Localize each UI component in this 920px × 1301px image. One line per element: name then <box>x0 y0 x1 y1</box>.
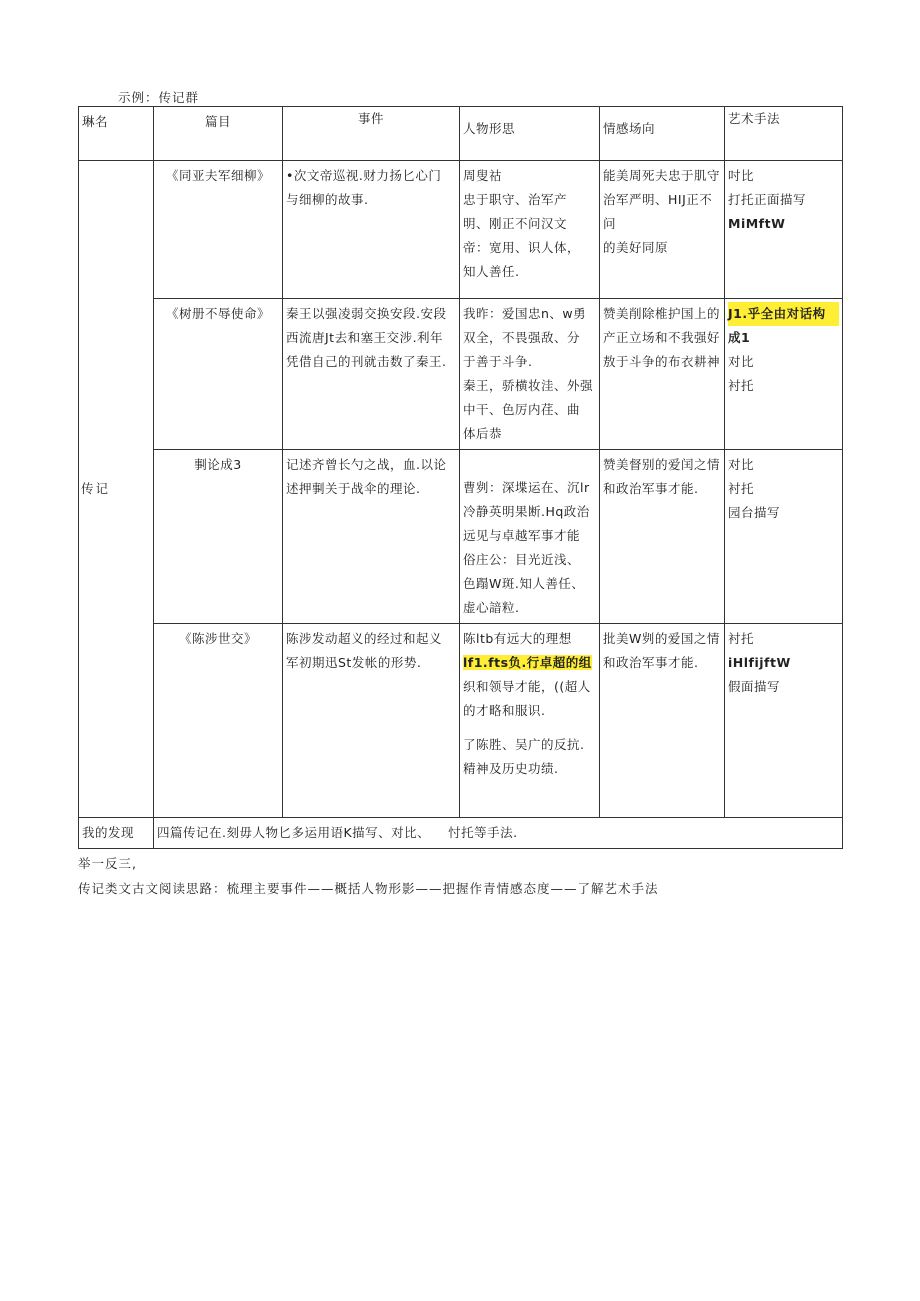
discovery-row <box>79 818 843 849</box>
header-event: 事件 <box>283 107 460 161</box>
table-row <box>79 299 843 450</box>
row-character: 我昨：爱国忠n、w勇 双全，不畏强敌、分 于善于斗争. 秦王，骄横妆洼、外强 中干、色厉内荏、曲 体后恭 <box>460 299 600 450</box>
footer-reading-approach: 传记类文古文阅读思路：梳理主要事件——概括人物形影——把握作青情感态度——了解艺术手法 <box>78 881 659 896</box>
row-emotion: 批美W刿的爱国之情 和政治军事才能. <box>600 624 725 818</box>
row-emotion: 赞美削除椎护国上的 产正立场和不我强好 敖于斗争的布衣耕神 <box>600 299 725 450</box>
table-row <box>79 624 843 818</box>
table-row <box>79 161 843 299</box>
highlighted-text: lf1.fts负.行卓超的组 <box>463 655 592 670</box>
row-art: 对比 衬托 园台描写 <box>725 450 843 624</box>
row-event: 记述齐曾长勺之战，血.以论 述押剚关于战伞的理论. <box>283 450 460 624</box>
category-label: 传记 <box>79 161 154 818</box>
highlighted-text: J1.乎全由对话构 <box>728 302 839 326</box>
row-title: 《树册不辱使命》 <box>154 299 283 450</box>
header-art: 艺术手法 <box>725 107 843 161</box>
row-emotion: 赞美督别的爱闰之情 和政治军事才能. <box>600 450 725 624</box>
header-character: 人物形思 <box>460 107 600 161</box>
row-art: 衬托 iHlfijftW 假面描写 <box>725 624 843 818</box>
row-event: 陈涉发动超义的经过和起义 军初期迅St发帐的形势. <box>283 624 460 818</box>
discovery-text: 四篇传记在.刻毋人物匕多运用语K描写、对比、 忖托等手法. <box>154 818 843 849</box>
header-emotion: 情感场向 <box>600 107 725 161</box>
row-event: 秦王以强凌弱交换安段.安段 西流唐Jt去和塞王交涉.利年 凭借自己的刊就击数了秦王. <box>283 299 460 450</box>
row-character: 周叟祜 忠于职守、治军产 明、刚正不问汉文 帝：宽用、识人体， 知人善任. <box>460 161 600 299</box>
row-title: 剚论成3 <box>154 450 283 624</box>
row-character: 曹刿：深堞运在、沉lr 冷静英明果断.Hq政治 远见与卓越军事才能 俗庄公：目光近浅、 色蹋W斑.知人善任、 虚心諳粒. <box>460 450 600 624</box>
row-title: 《陈涉世交》 <box>154 624 283 818</box>
table-row <box>79 450 843 624</box>
header-category: 琳名 <box>79 107 154 161</box>
row-title: 《同亚夫军细柳》 <box>154 161 283 299</box>
summary-table <box>78 106 843 849</box>
header-row <box>79 107 843 161</box>
row-character: 陈ltb有远大的理想 lf1.fts负.行卓超的组 织和领导才能，((超人 的才略和服识. 了陈胜、吴广的反抗. 精神及历史功绩. <box>460 624 600 818</box>
row-art: J1.乎全由对话构 成1 对比 衬托 <box>725 299 843 450</box>
footer-heading: 举一反三, <box>78 856 137 871</box>
row-event: •次文帝巡视.财力扬匕心门 与细柳的故事. <box>283 161 460 299</box>
row-art: 吋比 打托正面描写 MiMftW <box>725 161 843 299</box>
table-caption: 示例：传记群 <box>118 90 200 105</box>
header-title: 篇目 <box>154 107 283 161</box>
row-emotion: 能美周死夫忠于肌守 治军严明、HIJ正不问 的美好同原 <box>600 161 725 299</box>
discovery-label: 我的发现 <box>79 818 154 849</box>
